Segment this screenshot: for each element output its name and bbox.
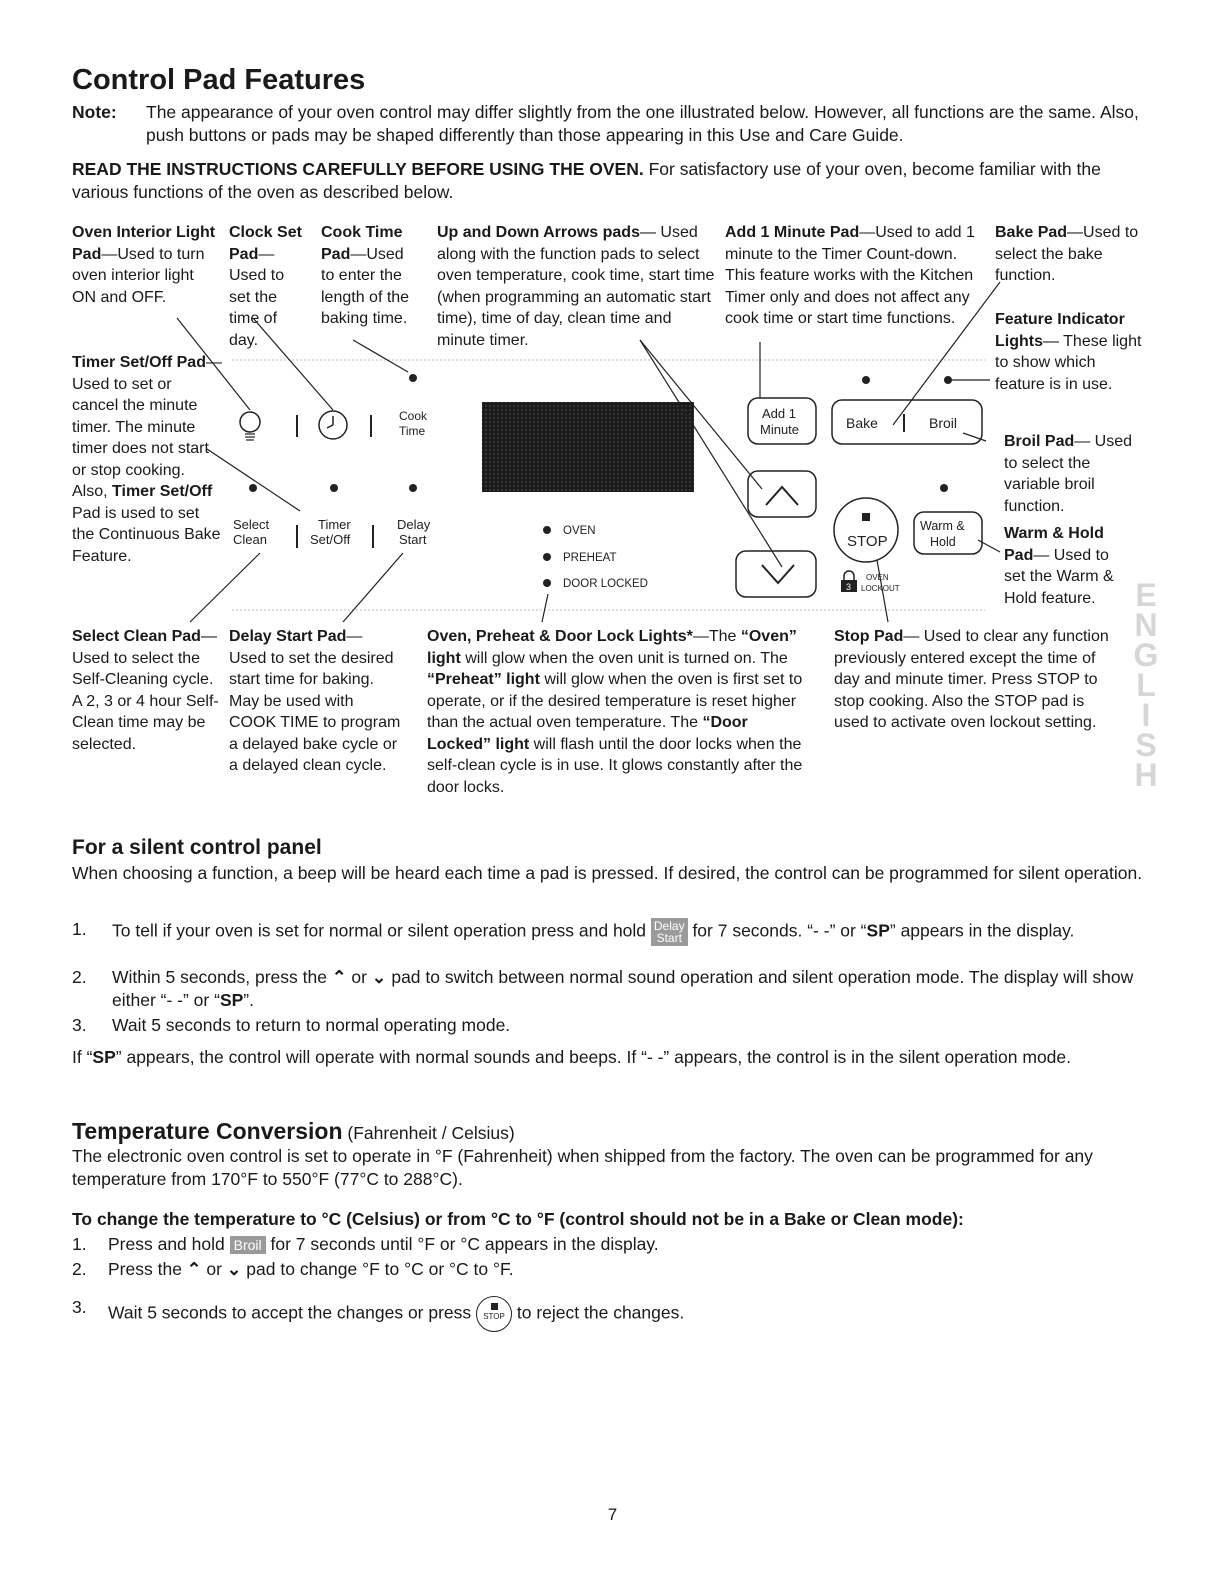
- callout-title: Timer Set/Off Pad: [72, 354, 206, 371]
- inline-btn-line2: Start: [656, 931, 682, 945]
- side-letter: L: [1136, 667, 1156, 703]
- delay-start-indicator-dot: [409, 484, 417, 492]
- temp-subheading: To change the temperature to °C (Celsius) or from °C to °F (control should not be in a Bake or Clean mode):: [72, 1209, 964, 1229]
- callout-title: Stop Pad: [834, 628, 904, 645]
- silent-step-1: [72, 918, 1152, 946]
- inline-btn-line1: Delay: [653, 919, 685, 933]
- stop-button-label[interactable]: STOP: [847, 533, 888, 550]
- side-letter: S: [1135, 727, 1157, 763]
- delay-start-inline-button: [651, 918, 688, 946]
- temp-heading-title: Temperature Conversion: [72, 1118, 343, 1144]
- silent-intro: When choosing a function, a beep will be heard each time a pad is pressed. If desired, the control can be programmed for silent operation.: [72, 863, 1143, 883]
- callout-text: will flash until the door locks when the self-clean cycle is in use. It glows constantly after the door locks.: [427, 735, 803, 796]
- callout-text: — Used to set the time of day.: [229, 245, 285, 349]
- step-text: Press the: [108, 1259, 187, 1279]
- page-number: 7: [607, 1505, 618, 1524]
- step-number: 2.: [72, 1259, 87, 1279]
- callout-text: — Used to select the Self-Cleaning cycle. A 2, 3 or 4 hour Self-Clean time may be selected.: [72, 628, 219, 753]
- step-number: 1.: [72, 919, 87, 939]
- para-text: If “: [72, 1047, 93, 1067]
- timer-set-off-label-1[interactable]: Timer: [318, 517, 351, 532]
- step-text: Wait 5 seconds to accept the changes or press: [108, 1302, 477, 1323]
- stop-button[interactable]: [834, 498, 898, 562]
- down-arrow-icon: ⌄: [226, 1259, 242, 1279]
- step-text: ” appears in the display.: [889, 920, 1075, 941]
- para-text: ” appears, the control will operate with normal sounds and beeps. If “- -” appears, the control is in the silent operation mode.: [115, 1047, 1072, 1067]
- oven-lockout-label-1: OVEN: [866, 573, 889, 582]
- side-language-tab: [1128, 577, 1164, 793]
- sp-code: SP: [219, 990, 244, 1010]
- callout-title: Oven Interior Light Pad: [72, 224, 216, 263]
- callout-title: Cook Time Pad: [321, 224, 403, 263]
- step-text: Within 5 seconds, press the: [112, 967, 332, 987]
- side-letter: H: [1134, 757, 1158, 793]
- step-text: Wait 5 seconds to return to normal operating mode.: [112, 1015, 511, 1035]
- temp-step-3: [72, 1296, 1152, 1332]
- step-number: 3.: [72, 1015, 87, 1035]
- read-instructions-text: For satisfactory use of your oven, become familiar with the various functions of the oven as described below.: [72, 159, 1101, 202]
- step-number: 1.: [72, 1234, 87, 1254]
- note-text: The appearance of your oven control may differ slightly from the one illustrated below. However, all functions are the same. Also, push buttons or pads may be shaped differently than those appearing in this Use and Care Guide.: [146, 102, 1139, 145]
- step-text: to reject the changes.: [512, 1302, 685, 1323]
- temp-heading-sub: (Fahrenheit / Celsius): [342, 1123, 515, 1143]
- step-text: Press and hold: [108, 1234, 230, 1254]
- step-text: for 7 seconds. “- -” or “: [687, 920, 867, 941]
- callout-text: —Used to select the bake function.: [995, 224, 1139, 284]
- callout-text: —Used to turn oven interior light ON and OFF.: [72, 245, 205, 306]
- callout-text: — Used to set the Warm & Hold feature.: [1004, 546, 1114, 607]
- callout-text: —Used to enter the length of the baking time.: [321, 245, 410, 327]
- lockout-number: 3: [846, 582, 852, 592]
- stop-inline-icon: [476, 1296, 512, 1332]
- step-text: pad to change °F to °C or °C to °F.: [241, 1259, 514, 1279]
- silent-after: [72, 1046, 1152, 1069]
- select-clean-label-1[interactable]: Select: [233, 517, 270, 532]
- silent-step-2: [72, 966, 1152, 1012]
- callout-text: —The: [692, 628, 741, 645]
- clock-icon[interactable]: [319, 411, 347, 439]
- callout-text: will glow when the oven unit is turned on. The: [460, 649, 788, 667]
- up-arrow-button[interactable]: [748, 471, 816, 517]
- side-letter: G: [1133, 637, 1159, 673]
- callout-text: — Used to select the variable broil function.: [1004, 433, 1133, 515]
- silent-heading: For a silent control panel: [72, 836, 322, 859]
- callout-title: Warm & Hold Pad: [1004, 525, 1104, 564]
- read-instructions-bold: READ THE INSTRUCTIONS CAREFULLY BEFORE USING THE OVEN.: [72, 159, 644, 179]
- cook-time-pad-label-1[interactable]: Cook: [399, 409, 428, 423]
- preheat-light-dot: [543, 553, 551, 561]
- oven-display: [482, 402, 694, 492]
- light-bulb-icon[interactable]: [240, 412, 260, 440]
- temp-intro: The electronic oven control is set to operate in °F (Fahrenheit) when shipped from the factory. The oven can be programmed for any temperature from 170°F to 550°F (77°C to 288°C).: [72, 1146, 1093, 1189]
- callout-text: —Used to set or cancel the minute timer. The minute timer does not start or stop cooking. Also,: [72, 354, 222, 500]
- callout-title: Up and Down Arrows pads: [437, 224, 640, 241]
- warm-hold-indicator-dot: [940, 484, 948, 492]
- callout-title: Delay Start Pad: [229, 628, 347, 645]
- door-locked-light-label: DOOR LOCKED: [563, 578, 648, 590]
- callout-bold: “Door Locked” light: [427, 714, 748, 753]
- stop-inline-label: STOP: [483, 1312, 505, 1321]
- oven-light-label: OVEN: [563, 525, 596, 537]
- temp-step-2: [72, 1258, 1152, 1281]
- timer-indicator-dot: [330, 484, 338, 492]
- callout-bold: “Oven” light: [427, 628, 797, 667]
- side-letter: N: [1134, 607, 1158, 643]
- side-letter: I: [1141, 697, 1151, 733]
- step-text: ”.: [243, 990, 254, 1010]
- broil-button-label[interactable]: Broil: [929, 415, 958, 431]
- callout-bold: “Preheat” light: [427, 671, 540, 688]
- door-locked-light-dot: [543, 579, 551, 587]
- callout-text: Pad is used to set the Continuous Bake Feature.: [72, 504, 221, 565]
- page-title: Control Pad Features: [72, 64, 366, 96]
- select-clean-indicator-dot: [249, 484, 257, 492]
- delay-start-label-1[interactable]: Delay: [397, 517, 431, 532]
- oven-lockout-label-2: LOCKOUT: [861, 584, 900, 593]
- step-text: pad to switch between normal sound operation and silent operation mode. The display will show either “- -” or “: [112, 967, 1134, 1010]
- callout-title: Broil Pad: [1004, 433, 1075, 450]
- callout-text: — Used to clear any function previously entered except the time of day and minute timer. Press STOP to stop cooking. Also the STOP pad is used to activate oven lockout setting.: [834, 628, 1109, 731]
- sp-code: SP: [866, 920, 890, 941]
- indicator-dot: [409, 374, 417, 382]
- add-1-minute-label-1: Add 1: [762, 406, 796, 421]
- callout-title: Add 1 Minute Pad: [725, 224, 860, 241]
- up-arrow-icon: ⌃: [331, 967, 347, 987]
- step-text: To tell if your oven is set for normal or silent operation press and hold: [112, 920, 651, 941]
- callout-text: — Used to set the desired start time for baking. May be used with COOK TIME to program a delayed bake cycle or a delayed clean cycle.: [229, 628, 401, 774]
- callout-text: will glow when the oven is first set to operate, or if the desired temperature is reset higher than the actual oven temperature. The: [427, 671, 803, 731]
- delay-start-label-2[interactable]: Start: [399, 532, 427, 547]
- timer-set-off-label-2[interactable]: Set/Off: [310, 532, 351, 547]
- callout-title: Bake Pad: [995, 224, 1068, 241]
- temp-step-1: [72, 1233, 1152, 1256]
- preheat-light-label: PREHEAT: [563, 552, 617, 564]
- step-text: or: [201, 1259, 227, 1279]
- temp-heading: [72, 1118, 515, 1145]
- step-number: 3.: [72, 1297, 87, 1317]
- silent-step-3: [72, 1014, 1152, 1037]
- callout-text: —Used to add 1 minute to the Timer Count-down. This feature works with the Kitchen Timer only and does not affect any cook time or start time functions.: [725, 224, 975, 327]
- side-letter: E: [1135, 577, 1157, 613]
- step-number: 2.: [72, 967, 87, 987]
- warm-hold-label-1: Warm &: [920, 519, 965, 533]
- step-text: or: [346, 967, 372, 987]
- step-text: for 7 seconds until °F or °C appears in the display.: [265, 1234, 659, 1254]
- callout-title: Feature Indicator Lights: [995, 311, 1125, 350]
- cook-time-pad-label-2[interactable]: Time: [399, 424, 426, 438]
- down-arrow-icon: ⌄: [371, 967, 387, 987]
- callout-title: Oven, Preheat & Door Lock Lights*: [427, 628, 693, 645]
- callout-title: Timer Set/Off: [112, 483, 213, 500]
- oven-light-dot: [543, 526, 551, 534]
- callout-text: — These light to show which feature is in use.: [995, 332, 1142, 393]
- note-label: Note:: [72, 102, 117, 122]
- callout-title: Select Clean Pad: [72, 628, 201, 645]
- up-arrow-icon: ⌃: [186, 1259, 202, 1279]
- select-clean-label-2[interactable]: Clean: [233, 532, 267, 547]
- bake-button-label[interactable]: Bake: [846, 415, 878, 431]
- add-1-minute-button[interactable]: [748, 398, 816, 444]
- sp-code: SP: [92, 1047, 116, 1067]
- bake-indicator-dot: [862, 376, 870, 384]
- broil-inline-button: Broil: [230, 1236, 266, 1254]
- warm-hold-label-2: Hold: [930, 535, 956, 549]
- callout-title: Clock Set Pad: [229, 224, 302, 263]
- add-1-minute-label-2: Minute: [760, 422, 800, 437]
- callout-text: — Used along with the function pads to select oven temperature, cook time, start time (when programming an automatic start time), time of day, clean time and minute timer.: [437, 224, 715, 349]
